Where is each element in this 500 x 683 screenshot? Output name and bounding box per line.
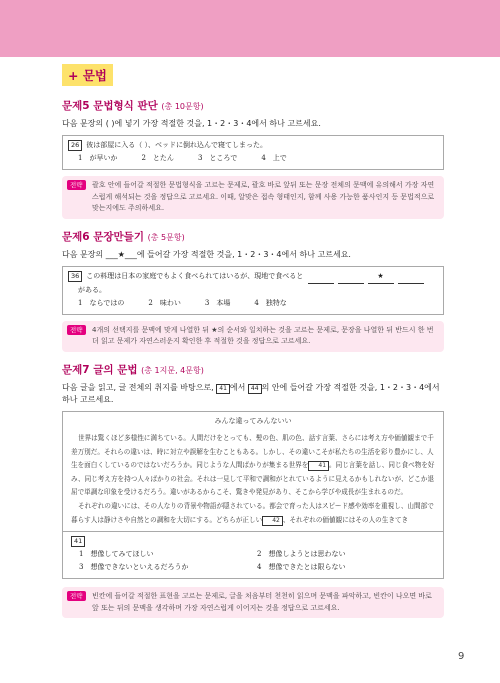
- paragraph-text: 。同じ言葉を話し、同じ食べ物を好み、同じ考え方を持つ人々ばかりの社会。それは一見して平和で調和がとれているように見えるかもしれないが、どこか退屈で単調な印象を受けるだろう。違いがあるからこそ、驚きや発見があり、そこから学びや成長が生まれるのだ。: [71, 461, 435, 497]
- paragraph-text: 、それぞれの価値観にはその人の生きてき: [282, 515, 409, 524]
- problem6-instruction: 다음 문장의 ___★___에 들어갈 가장 적절한 것을, 1・2・3・4에서 하나 고르세요.: [62, 249, 351, 259]
- blank-number: 41: [308, 461, 329, 471]
- question-number: 26: [68, 140, 82, 151]
- problem6: [62, 229, 444, 352]
- problem7-title: [62, 362, 444, 377]
- option-3: 3 本場: [204, 298, 231, 307]
- strategy-text: 빈칸에 들어갈 적절한 표현을 고르는 문제로, 글을 처음부터 천천히 읽으며 문맥을 파악하고, 빈칸이 나오면 바로 앞 또는 뒤의 문맥을 생각하며 가장 자연스럽게 이어지는 것을 정답으로 고르세요.: [92, 592, 432, 612]
- strategy-badge: 전략: [67, 591, 86, 601]
- option-1: 1 が早いか: [78, 154, 118, 162]
- strategy-text: 4개의 선택지를 문맥에 맞게 나열한 뒤 ★의 순서와 일치하는 것을 고르는 문제로, 문장을 나열한 뒤 반드시 한 번 더 읽고 문제가 자연스러운지 확인한 후 적절한 것을 정답으로 고르세요.: [92, 325, 434, 345]
- section-tag: + 문법: [62, 64, 113, 86]
- page-content: [62, 64, 444, 628]
- header-band: [0, 0, 500, 57]
- option-4: 4 上で: [261, 154, 287, 162]
- strategy-text: 괄호 안에 들어갈 적절한 문법형식을 고르는 문제로, 괄호 바로 앞뒤 또는 문장 전체의 문맥에 유의해서 가장 자연스럽게 해석되는 것을 정답으로 고르세요. 이때, 알맞은 접속 형태인지, 함께 사용 가능한 품사인지 등 문법적으로 맞는지에도 주의하세요.: [92, 181, 435, 212]
- paragraph-text: それぞれの違いには、その人なりの背景や物語が隠されている。都会で育った人はスピード感や効率を重視し、山間部で暮らす人は静けさや自然との調和を大切にする。どちらが正しい: [71, 502, 434, 524]
- question-number: 41: [71, 536, 85, 547]
- problem7-instruction: [62, 382, 444, 406]
- option-2: 2 味わい: [148, 298, 181, 307]
- option-1: 1 ならではの: [78, 298, 125, 307]
- reading-passage: [62, 411, 444, 533]
- question-text-1: この料理は日本の家庭でもよく食べられてはいるが、現地で食べると: [86, 271, 304, 280]
- strategy-box: [62, 321, 444, 352]
- question-text: 彼は部屋に入る（ ）、ベッドに倒れ込んで寝てしまった。: [86, 141, 268, 149]
- answer-blank: [398, 270, 424, 284]
- problem5-count: (총 10문항): [161, 102, 204, 111]
- problem6-title: [62, 229, 444, 244]
- problem5-title: [62, 98, 444, 113]
- strategy-badge: 전략: [67, 180, 86, 190]
- answer-blank: [308, 270, 334, 284]
- option-3: 3 想像できないといえるだろうか: [79, 563, 189, 572]
- answer-blank: [338, 270, 364, 284]
- blank-number-44: 44: [248, 384, 262, 394]
- question-41: [62, 532, 444, 579]
- problem5-title-text: 문제5 문법형식 판단: [62, 100, 158, 112]
- problem7-count: (총 1지문, 4문항): [141, 365, 204, 375]
- paragraph-text: 世界は驚くほど多様性に満ちている。人間だけをとっても、髪の色、肌の色、話す言葉、さらには考え方や価値観まで千差万別だ。それらの違いは、時に対立や誤解を生むこともある。しかし、その違いこそが私たちの生活を彩り豊かにし、人生を面白くしているのではないだろうか。同じような人間ばかりが集まる世界を: [71, 434, 434, 470]
- options-list: [68, 152, 438, 165]
- problem5: [62, 98, 444, 219]
- strategy-box: [62, 176, 444, 219]
- page-number: 9: [458, 651, 465, 662]
- passage-title: みんな違ってみんないい: [214, 416, 292, 425]
- question-36: [62, 266, 444, 315]
- blank-number-41: 41: [216, 384, 230, 394]
- option-4: 4 想像できたとは限らない: [257, 563, 346, 572]
- star-blank: ★: [368, 270, 394, 284]
- option-3: 3 ところで: [197, 154, 238, 162]
- passage-paragraph-1: [71, 432, 435, 500]
- strategy-box: [62, 587, 444, 618]
- option-2: 2 とたん: [141, 154, 174, 162]
- strategy-badge: 전략: [67, 325, 86, 335]
- options-grid: [71, 548, 435, 574]
- question-number: 36: [68, 271, 82, 282]
- option-2: 2 想像しようとは思わない: [257, 550, 346, 559]
- options-list: [68, 297, 438, 310]
- question-text-2: がある。: [78, 285, 106, 294]
- passage-paragraph-2: [71, 500, 435, 527]
- problem7: [62, 362, 444, 619]
- instruction-part-1: 다음 글을 읽고, 글 전체의 취지를 바탕으로,: [62, 382, 214, 392]
- option-1: 1 想像してみてほしい: [79, 550, 154, 559]
- instruction-part-2: 에서: [229, 382, 246, 392]
- instruction-part-3: 의 안에 들어갈 가장 적절한 것을, 1・2・3・4에서 하나 고르세요.: [62, 382, 440, 404]
- problem5-instruction: 다음 문장의 ( )에 넣기 가장 적절한 것을, 1・2・3・4에서 하나 고르세요.: [62, 119, 321, 128]
- option-4: 4 独特な: [254, 298, 287, 307]
- problem6-title-text: 문제6 문장만들기: [62, 230, 144, 243]
- blank-number: 42: [262, 516, 283, 526]
- problem6-count: (총 5문항): [147, 232, 185, 242]
- problem7-title-text: 문제7 글의 문법: [62, 363, 138, 376]
- question-26: [62, 135, 444, 170]
